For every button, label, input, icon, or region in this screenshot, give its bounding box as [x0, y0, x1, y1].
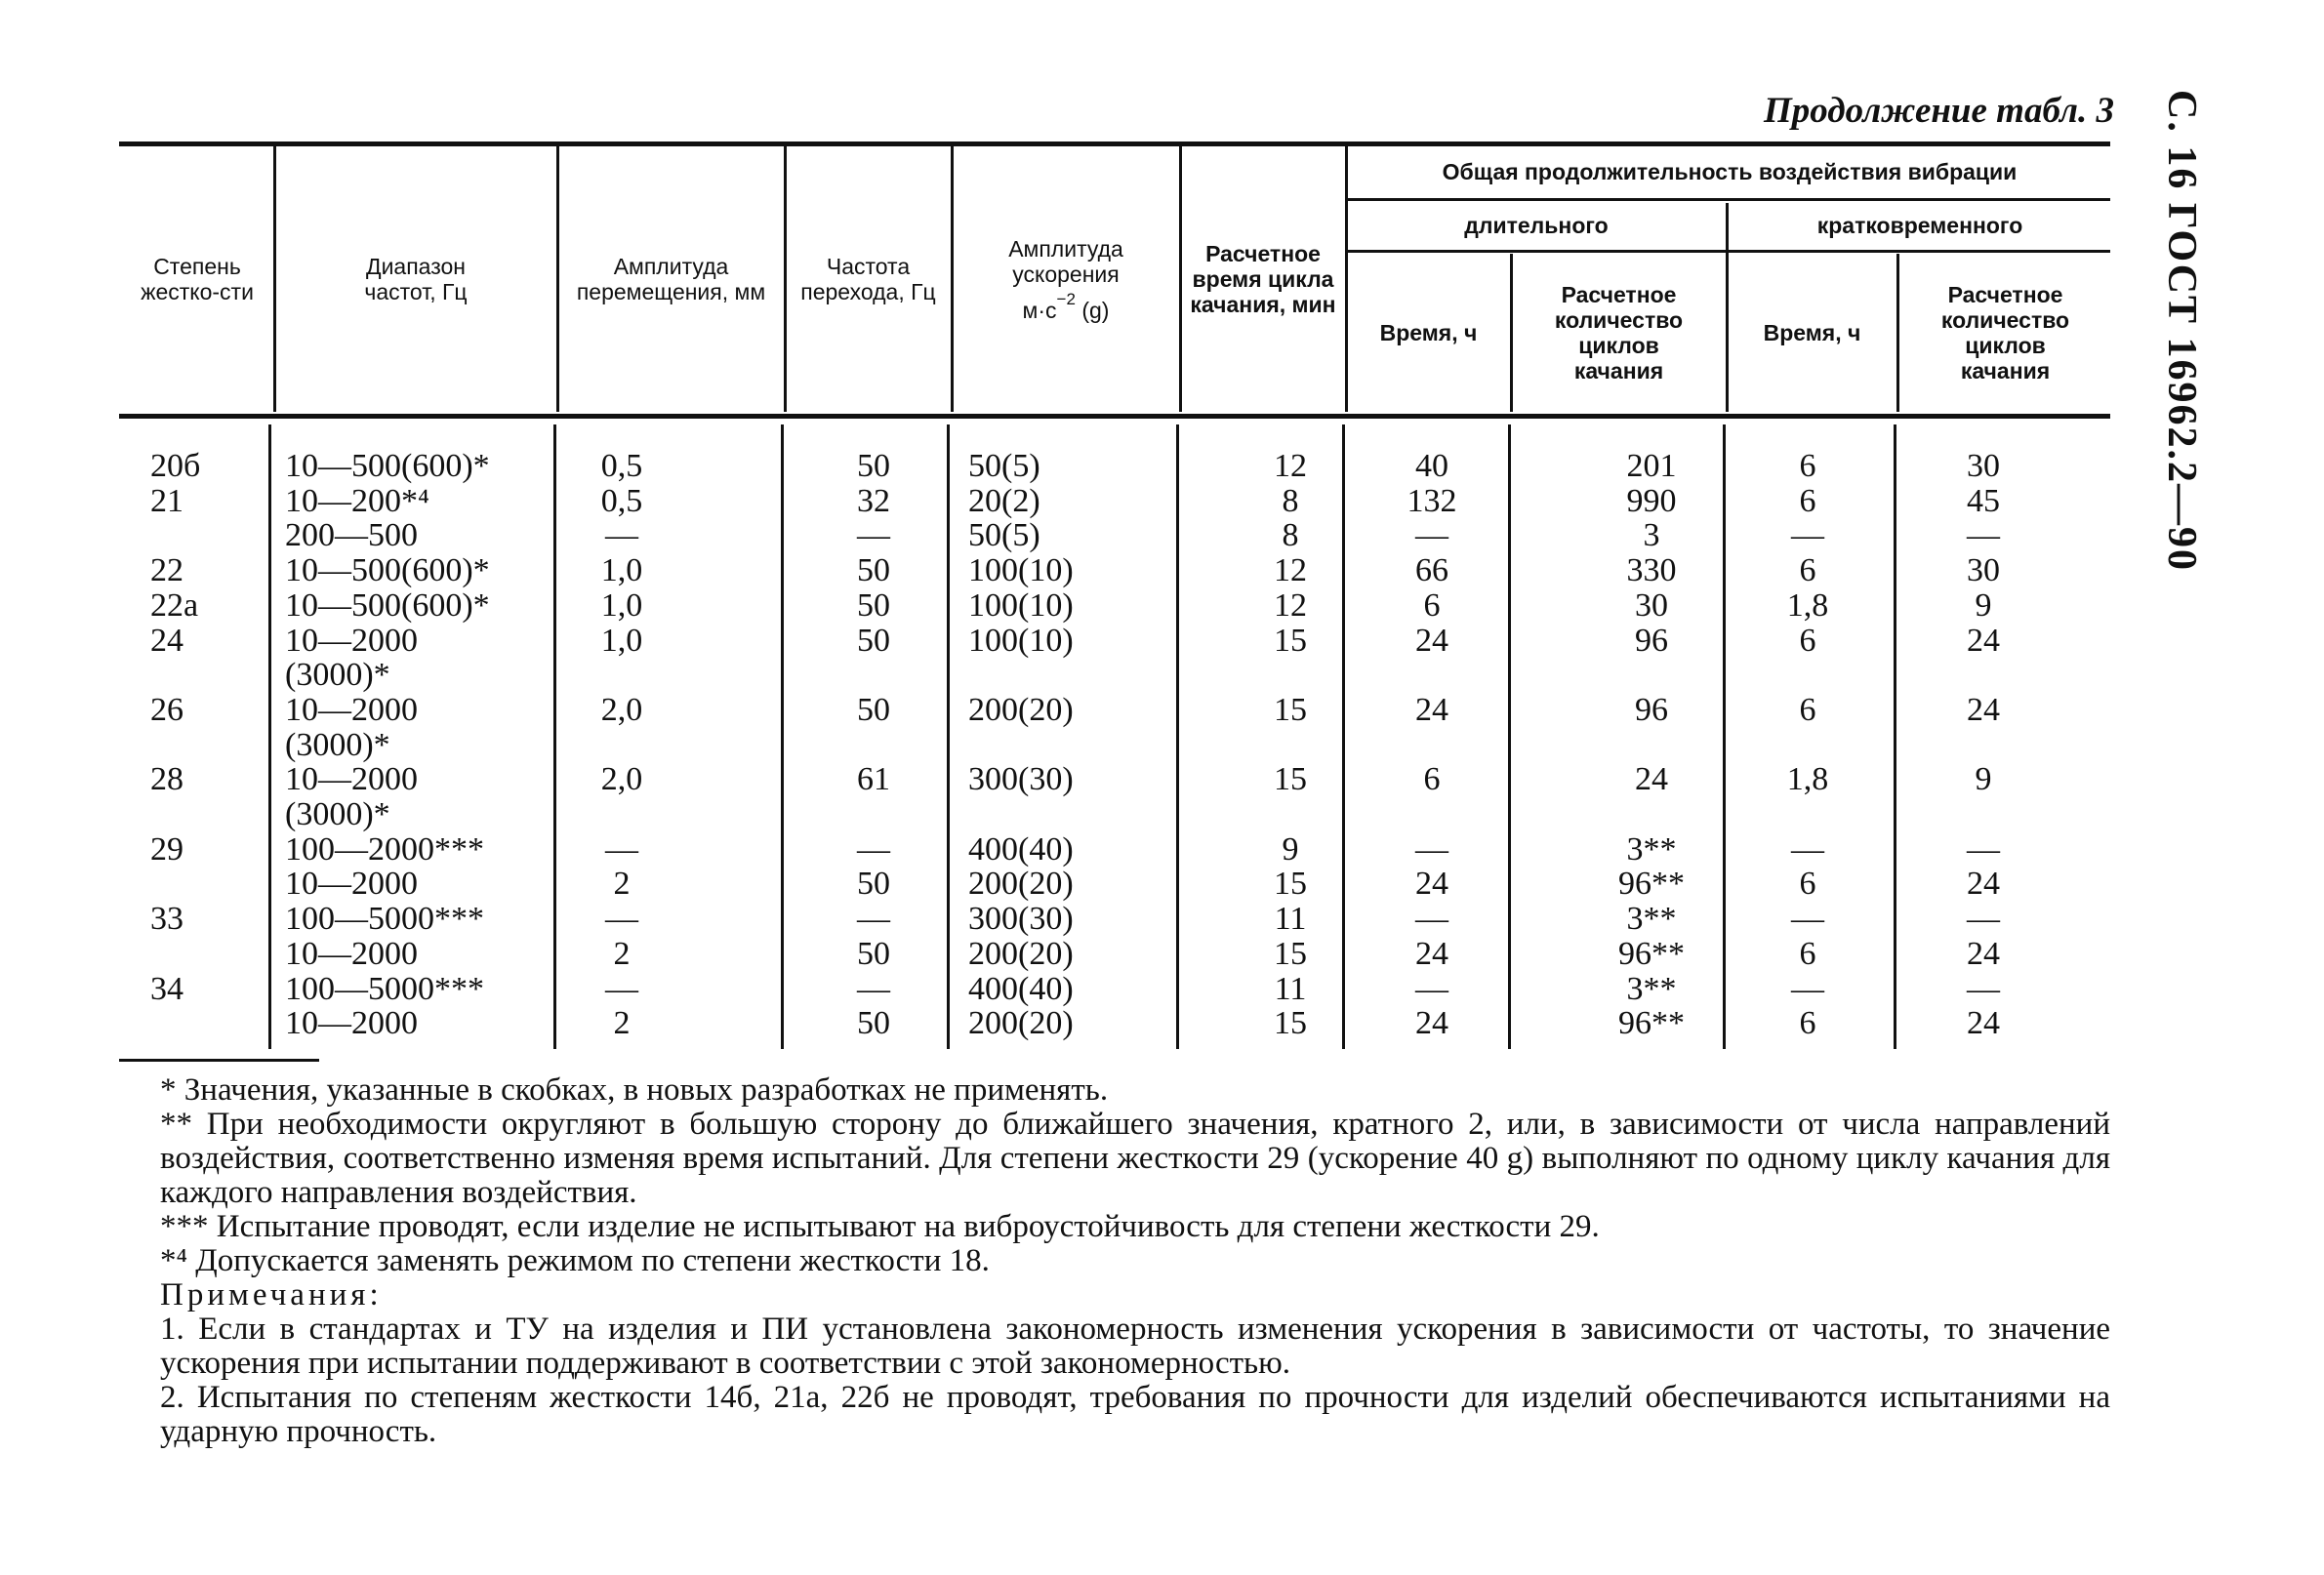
cell-freq: 50	[857, 1005, 890, 1042]
cell-lt: —	[1415, 901, 1448, 938]
cell-deg: 33	[150, 901, 183, 938]
cell-lc: 96**	[1618, 935, 1685, 972]
header-divider	[1345, 250, 2110, 253]
cell-range: 100—5000***	[285, 970, 484, 1007]
cell-range: 10—2000	[285, 622, 418, 659]
cell-disp: 0,5	[600, 448, 643, 484]
cell-st: 6	[1799, 622, 1816, 659]
cell-freq: —	[857, 517, 890, 554]
header-long-count	[1514, 254, 1724, 412]
cell-cycle: 11	[1274, 901, 1307, 938]
cell-freq: 32	[857, 482, 890, 519]
cell-deg: 29	[150, 830, 183, 868]
table-row	[119, 937, 2110, 972]
header-degree	[123, 146, 271, 412]
cell-freq: 50	[857, 586, 890, 624]
cell-cycle: 15	[1274, 1005, 1307, 1042]
cell-cycle: 9	[1282, 830, 1299, 868]
cell-st: —	[1791, 901, 1824, 938]
cell-acc: 300(30)	[968, 761, 1074, 798]
cell-sc: —	[1967, 970, 2000, 1007]
cell-freq: —	[857, 901, 890, 938]
cell-acc: 200(20)	[968, 866, 1074, 903]
cell-freq: —	[857, 970, 890, 1007]
table-row	[119, 832, 2110, 868]
cell-lc: 96**	[1618, 866, 1685, 903]
cell-deg: 22а	[150, 586, 199, 624]
running-head	[2159, 90, 2234, 573]
header-divider	[1510, 254, 1513, 412]
cell-acc: 200(20)	[968, 1005, 1074, 1042]
note-1: 1. Если в стандартах и ТУ на изделия и ПИ установлена закономерность изменения ускорения в зависимости от частоты, то значение ускорения при испытании поддерживают в соответствии с этой закономерностью.	[160, 1312, 2110, 1381]
header-divider	[1345, 146, 1348, 412]
footnote-1: * Значения, указанные в скобках, в новых разработках не применять.	[160, 1072, 1109, 1108]
footnote-2: ** При необходимости округляют в большую сторону до ближайшего значения, кратного 2, или, в зависимости от числа направлений воздействия, соответственно изменяя время испытаний. Для степени жесткости 29 (ускорение 40 g) выполняют по одному циклу качания для каждого направления воздействия.	[160, 1107, 2110, 1210]
footnotes	[109, 1073, 2110, 1449]
cell-cycle: 8	[1282, 517, 1299, 554]
cell-lt: —	[1415, 970, 1448, 1007]
cell-deg: 34	[150, 970, 183, 1007]
acc-unit: м·с	[1022, 297, 1057, 323]
header-frequency-range	[277, 146, 554, 412]
cell-disp: 2,0	[600, 691, 643, 728]
cell-st: 6	[1799, 691, 1816, 728]
cell-acc: 400(40)	[968, 830, 1074, 868]
notes-title: Примечания:	[160, 1277, 383, 1312]
cell-disp: 1,0	[600, 552, 643, 589]
header-divider	[1345, 198, 2110, 201]
cell-lt: 6	[1423, 586, 1441, 624]
running-head-text: С. 16 ГОСТ 16962.2—90	[2159, 90, 2204, 573]
cell-sc: 30	[1967, 552, 2000, 589]
cell-acc: 200(20)	[968, 935, 1074, 972]
cell-lt: 24	[1415, 622, 1448, 659]
cell-sc: 9	[1975, 586, 1992, 624]
table-header-bottom-rule	[119, 414, 2110, 419]
header-long-term-text: длительного	[1464, 213, 1609, 238]
cell-range: 100—2000***	[285, 830, 484, 868]
cell-st: —	[1791, 830, 1824, 868]
cell-st: 6	[1799, 482, 1816, 519]
cell-disp: 2,0	[600, 761, 643, 798]
header-total-duration-text: Общая продолжительность воздействия вибрации	[1442, 159, 2018, 184]
cell-cycle: 8	[1282, 482, 1299, 519]
cell-lt: 66	[1415, 552, 1448, 589]
cell-deg: 28	[150, 761, 183, 798]
cell-disp: —	[605, 517, 638, 554]
cell-sc: 9	[1975, 761, 1992, 798]
cell-disp: —	[605, 970, 638, 1007]
cell-lc: 201	[1626, 448, 1677, 484]
header-acceleration-text: Амплитуда ускорения	[1008, 235, 1123, 287]
cell-lc: 3**	[1626, 970, 1677, 1007]
cell-sc: —	[1967, 901, 2000, 938]
cell-freq: 50	[857, 552, 890, 589]
header-long-count-text: Расчетное количество циклов качания	[1554, 282, 1684, 384]
cell-st: 6	[1799, 1005, 1816, 1042]
header-divider	[784, 146, 787, 412]
cell-st: 6	[1799, 935, 1816, 972]
table-row	[119, 867, 2110, 902]
cell-lc: 96	[1635, 691, 1668, 728]
cell-deg: 24	[150, 622, 183, 659]
cell-cycle: 15	[1274, 761, 1307, 798]
cell-range: 10—2000	[285, 761, 418, 798]
cell-deg: 26	[150, 691, 183, 728]
cell-acc: 100(10)	[968, 552, 1074, 589]
header-divider	[273, 146, 276, 412]
table-row	[119, 693, 2110, 728]
header-degree-text: Степень жестко-сти	[141, 254, 254, 304]
cell-lt: 132	[1407, 482, 1457, 519]
header-crossover-frequency	[788, 146, 949, 412]
cell-disp: 2	[613, 1005, 631, 1042]
cell-range: 100—5000***	[285, 901, 484, 938]
cell-lc: 330	[1626, 552, 1677, 589]
header-divider	[1179, 146, 1182, 412]
header-displacement-amplitude-text: Амплитуда перемещения, мм	[576, 254, 766, 304]
header-divider	[556, 146, 559, 412]
header-short-time-text: Время, ч	[1763, 320, 1861, 345]
cell-lc: 96**	[1618, 1005, 1685, 1042]
cell-st: —	[1791, 970, 1824, 1007]
header-cycle-time-text: Расчетное время цикла качания, мин	[1190, 241, 1336, 317]
header-short-count	[1900, 254, 2110, 412]
table-row	[119, 972, 2110, 1007]
cell-range: 10—2000	[285, 691, 418, 728]
header-short-term	[1730, 202, 2110, 249]
cell-freq: 50	[857, 935, 890, 972]
header-short-term-text: кратковременного	[1816, 213, 2023, 238]
cell-sc: 24	[1967, 1005, 2000, 1042]
cell-freq: 61	[857, 761, 890, 798]
cell-cycle: 12	[1274, 586, 1307, 624]
cell-acc: 20(2)	[968, 482, 1040, 519]
header-displacement-amplitude	[560, 146, 782, 412]
cell-sc: 24	[1967, 866, 2000, 903]
cell-lc: 3**	[1626, 830, 1677, 868]
table-row	[119, 797, 2110, 832]
cell-disp: 1,0	[600, 586, 643, 624]
cell-cycle: 12	[1274, 448, 1307, 484]
cell-disp: 2	[613, 866, 631, 903]
cell-disp: 2	[613, 935, 631, 972]
cell-sc: 24	[1967, 622, 2000, 659]
cell-st: 6	[1799, 448, 1816, 484]
footnote-3: *** Испытание проводят, если изделие не испытывают на виброустойчивость для степени жесткости 29.	[160, 1209, 1600, 1244]
table-continuation-caption: Продолжение табл. 3	[1764, 91, 2114, 131]
cell-range: 10—500(600)*	[285, 552, 490, 589]
table-row	[119, 553, 2110, 588]
cell-range: (3000)*	[285, 657, 390, 694]
cell-acc: 50(5)	[968, 517, 1040, 554]
cell-freq: —	[857, 830, 890, 868]
header-cycle-time	[1183, 146, 1343, 412]
cell-cycle: 15	[1274, 622, 1307, 659]
cell-cycle: 15	[1274, 935, 1307, 972]
cell-st: 1,8	[1786, 586, 1829, 624]
table-row	[119, 762, 2110, 797]
cell-disp: —	[605, 901, 638, 938]
header-short-count-text: Расчетное количество циклов качания	[1940, 282, 2070, 384]
cell-lc: 30	[1635, 586, 1668, 624]
cell-sc: —	[1967, 517, 2000, 554]
cell-lc: 24	[1635, 761, 1668, 798]
cell-st: 1,8	[1786, 761, 1829, 798]
cell-freq: 50	[857, 622, 890, 659]
cell-acc: 300(30)	[968, 901, 1074, 938]
cell-acc: 400(40)	[968, 970, 1074, 1007]
cell-lc: 990	[1626, 482, 1677, 519]
acc-unit-g: (g)	[1081, 297, 1110, 323]
cell-sc: 30	[1967, 448, 2000, 484]
cell-freq: 50	[857, 691, 890, 728]
cell-disp: —	[605, 830, 638, 868]
cell-range: 10—2000	[285, 1005, 418, 1042]
table-row	[119, 902, 2110, 937]
cell-range: 10—2000	[285, 935, 418, 972]
cell-acc: 200(20)	[968, 691, 1074, 728]
cell-deg: 20б	[150, 448, 201, 484]
cell-acc: 100(10)	[968, 622, 1074, 659]
table-row	[119, 518, 2110, 553]
note-2: 2. Испытания по степеням жесткости 14б, 21а, 22б не проводят, требования по прочности для изделий обеспечиваются испытаниями на ударную прочность.	[160, 1380, 2110, 1449]
cell-lc: 3	[1643, 517, 1660, 554]
cell-lt: 24	[1415, 1005, 1448, 1042]
cell-range: 200—500	[285, 517, 418, 554]
header-long-time	[1349, 254, 1508, 412]
header-long-time-text: Время, ч	[1379, 320, 1478, 345]
cell-lc: 3**	[1626, 901, 1677, 938]
table-row	[119, 658, 2110, 693]
cell-cycle: 12	[1274, 552, 1307, 589]
table-row	[119, 484, 2110, 519]
cell-range: 10—500(600)*	[285, 448, 490, 484]
cell-freq: 50	[857, 448, 890, 484]
cell-disp: 1,0	[600, 622, 643, 659]
footnote-4: *⁴ Допускается заменять режимом по степени жесткости 18.	[160, 1243, 990, 1278]
header-short-time	[1730, 254, 1895, 412]
header-crossover-frequency-text: Частота перехода, Гц	[800, 254, 936, 304]
cell-range: (3000)*	[285, 796, 390, 832]
header-divider	[1896, 254, 1899, 412]
cell-lt: 6	[1423, 761, 1441, 798]
acc-unit-exponent: −2	[1056, 289, 1076, 308]
cell-deg: 22	[150, 552, 183, 589]
cell-lt: 24	[1415, 935, 1448, 972]
header-long-term	[1349, 202, 1724, 249]
cell-cycle: 15	[1274, 866, 1307, 903]
cell-range: 10—2000	[285, 866, 418, 903]
cell-deg: 21	[150, 482, 183, 519]
cell-lt: 24	[1415, 691, 1448, 728]
cell-sc: 24	[1967, 691, 2000, 728]
cell-lt: 40	[1415, 448, 1448, 484]
cell-acc: 100(10)	[968, 586, 1074, 624]
cell-disp: 0,5	[600, 482, 643, 519]
cell-acc: 50(5)	[968, 448, 1040, 484]
cell-range: (3000)*	[285, 726, 390, 763]
cell-cycle: 11	[1274, 970, 1307, 1007]
header-divider	[951, 146, 954, 412]
cell-st: 6	[1799, 552, 1816, 589]
cell-lt: 24	[1415, 866, 1448, 903]
cell-sc: 45	[1967, 482, 2000, 519]
table-row	[119, 728, 2110, 763]
table-row	[119, 624, 2110, 659]
table-row	[119, 588, 2110, 624]
header-acceleration-unit	[1023, 287, 1110, 323]
cell-sc: 24	[1967, 935, 2000, 972]
table-row	[119, 449, 2110, 484]
footnote-rule	[119, 1059, 319, 1062]
table-row	[119, 1006, 2110, 1041]
header-acceleration-amplitude	[955, 146, 1177, 412]
header-divider	[1726, 203, 1729, 412]
header-total-duration	[1349, 146, 2110, 197]
header-frequency-range-text: Диапазон частот, Гц	[364, 254, 468, 304]
cell-freq: 50	[857, 866, 890, 903]
cell-sc: —	[1967, 830, 2000, 868]
cell-lt: —	[1415, 830, 1448, 868]
cell-lt: —	[1415, 517, 1448, 554]
cell-range: 10—200*⁴	[285, 482, 429, 519]
cell-lc: 96	[1635, 622, 1668, 659]
cell-st: 6	[1799, 866, 1816, 903]
cell-range: 10—500(600)*	[285, 586, 490, 624]
cell-cycle: 15	[1274, 691, 1307, 728]
cell-st: —	[1791, 517, 1824, 554]
